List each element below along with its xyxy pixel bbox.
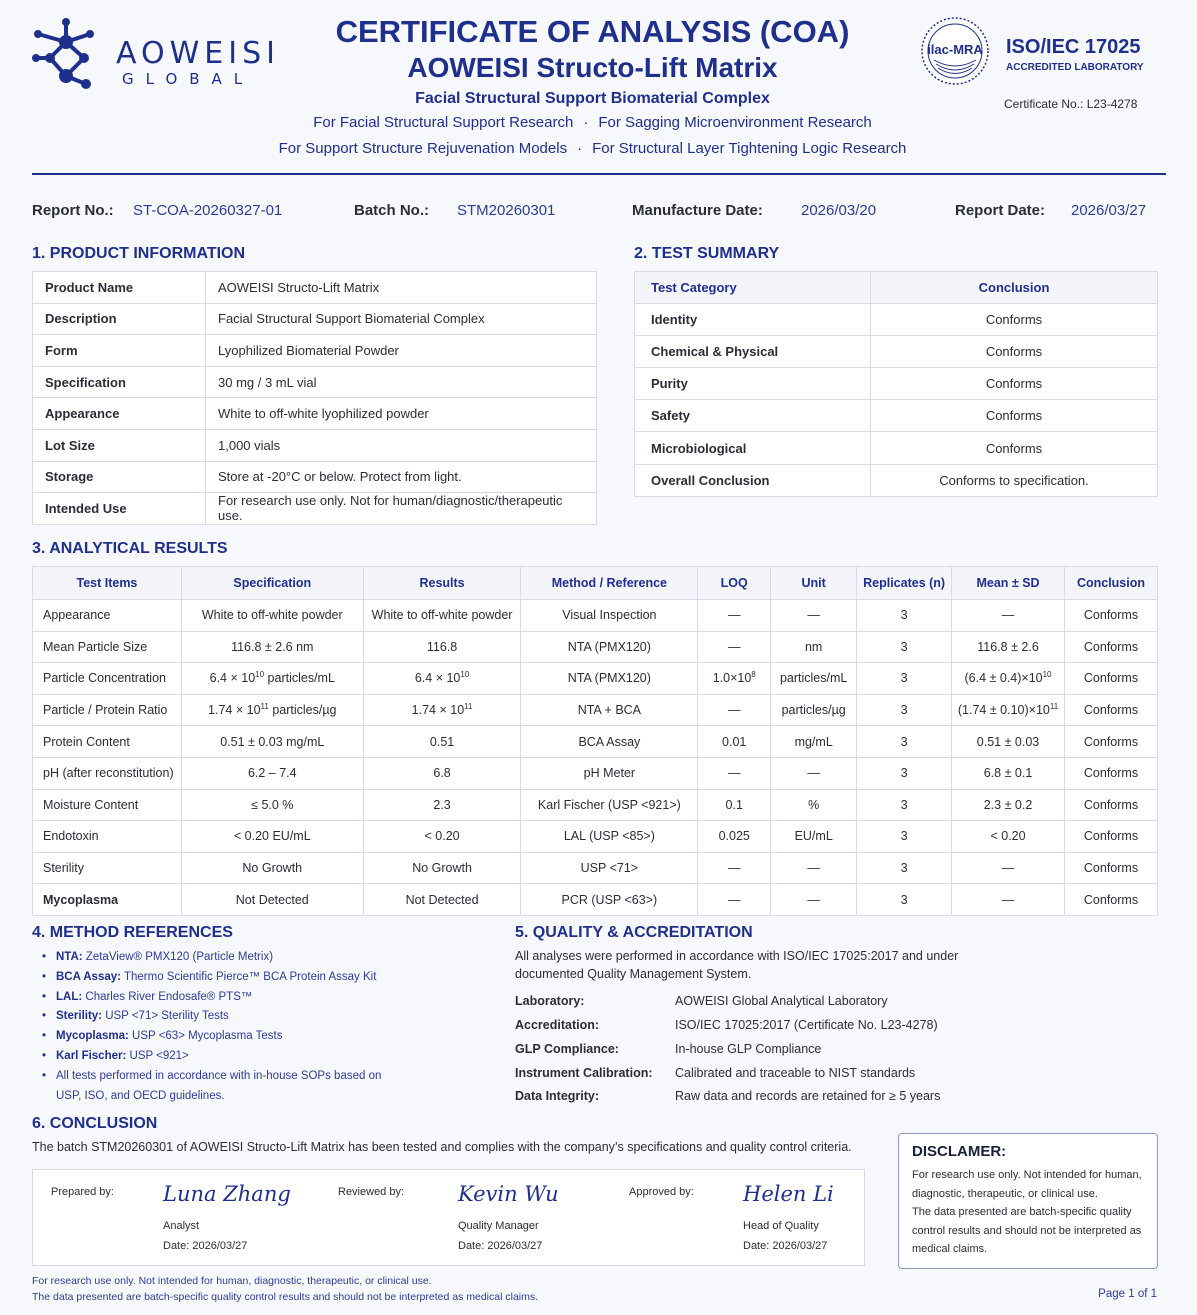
field-label: Appearance xyxy=(33,398,206,430)
column-header: Results xyxy=(363,567,521,600)
quality-row-label: Laboratory: xyxy=(515,994,585,1008)
analytical-results-table xyxy=(32,566,1158,916)
cell-mean: 6.8 ± 0.1 xyxy=(952,757,1065,789)
document-title: CERTIFICATE OF ANALYSIS (COA) xyxy=(335,14,850,49)
cell-concl: Conforms xyxy=(1064,757,1157,789)
disclaimer-text: For research use only. Not intended for human, diagnostic, therapeutic, or clinical use. xyxy=(912,1169,1142,1200)
cell-mean: $(1.74 \pm 0.10)\times 10^{11}$ xyxy=(952,694,1065,726)
cell-unit: — xyxy=(771,852,857,884)
cell-unit: mg/mL xyxy=(771,726,857,758)
quality-row-label: Accreditation: xyxy=(515,1018,600,1032)
cell-mean: — xyxy=(952,600,1065,632)
cell-unit: — xyxy=(771,600,857,632)
table-row xyxy=(33,884,1158,916)
cell-concl: Conforms xyxy=(1064,821,1157,853)
table-row xyxy=(33,461,597,493)
report-no-label: Report No.: xyxy=(32,202,114,219)
cell-item: Particle / Protein Ratio xyxy=(33,694,182,726)
manufacture-date-label: Manufacture Date: xyxy=(632,202,763,219)
table-row xyxy=(33,789,1158,821)
cell-method: BCA Assay xyxy=(521,726,698,758)
cell-method: LAL (USP <85>) xyxy=(521,821,698,853)
cell-n: 3 xyxy=(857,726,952,758)
test-category: Safety xyxy=(635,400,871,432)
signature-label: Reviewed by: xyxy=(338,1186,405,1198)
iso-accredited-label: ACCREDITED LABORATORY xyxy=(1006,62,1144,73)
table-row xyxy=(33,821,1158,853)
field-value: 1,000 vials xyxy=(206,429,597,461)
test-conclusion: Conforms xyxy=(871,400,1158,432)
cell-spec: 0.51 ± 0.03 mg/mL xyxy=(181,726,363,758)
logo-subtitle: GLOBAL xyxy=(122,70,255,88)
research-tag: For Support Structure Rejuvenation Models xyxy=(278,140,568,157)
cell-loq: — xyxy=(698,600,771,632)
cell-n: 3 xyxy=(857,852,952,884)
cell-spec: White to off-white powder xyxy=(181,600,363,632)
cell-n: 3 xyxy=(857,694,952,726)
cell-n: 3 xyxy=(857,631,952,663)
signatory-role: Quality Manager xyxy=(458,1220,539,1232)
list-item: • LAL: Charles River Endosafe® PTS™ xyxy=(42,988,402,1008)
quality-row-value: ISO/IEC 17025:2017 (Certificate No. L23-4278) xyxy=(675,1018,938,1032)
cell-spec: ≤ 5.0 % xyxy=(181,789,363,821)
cell-item: Mycoplasma xyxy=(33,884,182,916)
field-value: 30 mg / 3 mL vial xyxy=(206,366,597,398)
column-header: Mean ± SD xyxy=(952,567,1065,600)
cell-unit: — xyxy=(771,757,857,789)
table-row xyxy=(33,726,1158,758)
report-no-value: ST-COA-20260327-01 xyxy=(133,202,283,219)
batch-no-label: Batch No.: xyxy=(354,202,429,219)
field-value: AOWEISI Structo-Lift Matrix xyxy=(206,272,597,304)
cell-item: Mean Particle Size xyxy=(33,631,182,663)
cell-n: 3 xyxy=(857,600,952,632)
cell-mean: 116.8 ± 2.6 xyxy=(952,631,1065,663)
section-test-summary-heading: 2. TEST SUMMARY xyxy=(634,245,780,262)
iso-standard: ISO/IEC 17025 xyxy=(1006,36,1141,58)
handwritten-signature: Kevin Wu xyxy=(458,1182,559,1206)
signatory-role: Analyst xyxy=(163,1220,200,1232)
table-row xyxy=(635,368,1158,400)
test-conclusion: Conforms xyxy=(871,432,1158,464)
cell-unit: EU/mL xyxy=(771,821,857,853)
table-row xyxy=(33,757,1158,789)
test-category: Purity xyxy=(635,368,871,400)
cell-loq: 0.1 xyxy=(698,789,771,821)
test-category: Chemical & Physical xyxy=(635,336,871,368)
handwritten-signature: Luna Zhang xyxy=(163,1182,291,1206)
cell-spec: No Growth xyxy=(181,852,363,884)
cell-method: NTA (PMX120) xyxy=(521,663,698,695)
cell-method: Visual Inspection xyxy=(521,600,698,632)
product-title: AOWEISI Structo-Lift Matrix xyxy=(407,52,778,83)
cell-method: USP <71> xyxy=(521,852,698,884)
cell-item: pH (after reconstitution) xyxy=(33,757,182,789)
product-information-table xyxy=(32,271,597,525)
table-row xyxy=(33,852,1158,884)
research-tag: For Facial Structural Support Research xyxy=(313,114,574,131)
quality-intro xyxy=(515,947,985,983)
cell-unit: particles/mL xyxy=(771,663,857,695)
cell-res: $1.74 \times 10^{11}$ xyxy=(363,694,521,726)
certificate-number: Certificate No.: L23-4278 xyxy=(1004,97,1138,111)
table-row xyxy=(635,304,1158,336)
cell-loq: 0.01 xyxy=(698,726,771,758)
cell-concl: Conforms xyxy=(1064,694,1157,726)
signature-block xyxy=(32,1169,865,1266)
field-value: White to off-white lyophilized powder xyxy=(206,398,597,430)
quality-intro-line: All analyses were performed in accordance with ISO/IEC 17025:2017 and under xyxy=(515,949,959,963)
cell-spec: $1.74 \times 10^{11}$ particles/µg xyxy=(181,694,363,726)
cell-n: 3 xyxy=(857,663,952,695)
cell-concl: Conforms xyxy=(1064,726,1157,758)
cell-res: 0.51 xyxy=(363,726,521,758)
signature-label: Approved by: xyxy=(629,1186,694,1198)
table-row xyxy=(635,464,1158,496)
cell-method: NTA (PMX120) xyxy=(521,631,698,663)
table-row xyxy=(635,336,1158,368)
cell-method: NTA + BCA xyxy=(521,694,698,726)
column-header: LOQ xyxy=(698,567,771,600)
column-header: Test Items xyxy=(33,567,182,600)
field-value: For research use only. Not for human/diagnostic/therapeutic use. xyxy=(206,493,597,525)
cell-method: PCR (USP <63>) xyxy=(521,884,698,916)
cell-item: Protein Content xyxy=(33,726,182,758)
column-header: Replicates (n) xyxy=(857,567,952,600)
tag-separator: · xyxy=(583,114,589,131)
table-row xyxy=(33,600,1158,632)
table-row xyxy=(33,272,597,304)
field-label: Description xyxy=(33,303,206,335)
cell-concl: Conforms xyxy=(1064,884,1157,916)
cell-unit: nm xyxy=(771,631,857,663)
cell-res: < 0.20 xyxy=(363,821,521,853)
report-date-value: 2026/03/27 xyxy=(1071,202,1147,219)
list-item-continuation: USP, ISO, and OECD guidelines. xyxy=(56,1089,225,1102)
cell-loq: — xyxy=(698,694,771,726)
accreditation-badge xyxy=(918,16,1178,116)
test-conclusion: Conforms xyxy=(871,304,1158,336)
cell-res: 116.8 xyxy=(363,631,521,663)
cell-item: Appearance xyxy=(33,600,182,632)
research-tags-row-2 xyxy=(240,136,945,162)
cell-spec: Not Detected xyxy=(181,884,363,916)
list-item: • Sterility: USP <71> Sterility Tests xyxy=(42,1007,402,1027)
cell-loq: — xyxy=(698,852,771,884)
cell-n: 3 xyxy=(857,884,952,916)
signature-prepared xyxy=(51,1170,341,1267)
product-subtitle: Facial Structural Support Biomaterial Complex xyxy=(415,90,770,107)
field-label: Intended Use xyxy=(33,493,206,525)
column-header: Unit xyxy=(771,567,857,600)
cell-mean: — xyxy=(952,884,1065,916)
page-number: Page 1 of 1 xyxy=(1098,1288,1157,1300)
signature-approved xyxy=(629,1170,859,1267)
column-header: Method / Reference xyxy=(521,567,698,600)
table-row xyxy=(635,432,1158,464)
signature-label: Prepared by: xyxy=(51,1186,114,1198)
quality-intro-line: documented Quality Management System. xyxy=(515,967,752,981)
cell-item: Particle Concentration xyxy=(33,663,182,695)
field-label: Storage xyxy=(33,461,206,493)
batch-no-value: STM20260301 xyxy=(457,202,556,219)
research-tag: For Sagging Microenvironment Research xyxy=(598,114,872,131)
cell-unit: % xyxy=(771,789,857,821)
quality-row-label: Instrument Calibration: xyxy=(515,1066,653,1080)
section-method-references-heading: 4. METHOD REFERENCES xyxy=(32,924,233,941)
field-label: Product Name xyxy=(33,272,206,304)
list-item: • Mycoplasma: USP <63> Mycoplasma Tests xyxy=(42,1027,402,1047)
cell-method: pH Meter xyxy=(521,757,698,789)
cell-mean: 0.51 ± 0.03 xyxy=(952,726,1065,758)
quality-row-value: Calibrated and traceable to NIST standards xyxy=(675,1066,916,1080)
quality-row-label: Data Integrity: xyxy=(515,1089,600,1103)
table-row xyxy=(33,631,1158,663)
handwritten-signature: Helen Li xyxy=(743,1182,834,1206)
quality-row-value: AOWEISI Global Analytical Laboratory xyxy=(675,994,888,1008)
molecule-logo-icon xyxy=(28,14,108,94)
cell-mean: $(6.4 \pm 0.4)\times 10^{10}$ xyxy=(952,663,1065,695)
table-row xyxy=(33,335,597,367)
signature-date: Date: 2026/03/27 xyxy=(458,1240,543,1252)
field-label: Lot Size xyxy=(33,429,206,461)
column-header: Conclusion xyxy=(1064,567,1157,600)
test-category: Identity xyxy=(635,304,871,336)
section-product-information-heading: 1. PRODUCT INFORMATION xyxy=(32,245,246,262)
cell-mean: < 0.20 xyxy=(952,821,1065,853)
document-title-block xyxy=(240,14,945,162)
cell-mean: 2.3 ± 0.2 xyxy=(952,789,1065,821)
list-item: • BCA Assay: Thermo Scientific Pierce™ BCA Protein Assay Kit xyxy=(42,968,402,988)
footer-line: The data presented are batch-specific quality control results and should not be interpreted as medical claims. xyxy=(32,1291,539,1303)
table-row xyxy=(635,400,1158,432)
test-conclusion: Conforms xyxy=(871,368,1158,400)
section-analytical-results-heading: 3. ANALYTICAL RESULTS xyxy=(32,540,228,557)
cell-loq: $1.0\times 10^8$ xyxy=(698,663,771,695)
header-divider xyxy=(32,173,1166,175)
column-header: Specification xyxy=(181,567,363,600)
cell-concl: Conforms xyxy=(1064,852,1157,884)
disclaimer-heading: DISCLAMER: xyxy=(912,1143,1007,1160)
signature-reviewed xyxy=(338,1170,628,1267)
cell-unit: — xyxy=(771,884,857,916)
table-row xyxy=(33,303,597,335)
cell-res: 6.8 xyxy=(363,757,521,789)
cell-item: Sterility xyxy=(33,852,182,884)
logo-wordmark: AOWEISI xyxy=(116,36,280,71)
cell-concl: Conforms xyxy=(1064,663,1157,695)
test-conclusion: Conforms to specification. xyxy=(871,464,1158,496)
signature-date: Date: 2026/03/27 xyxy=(163,1240,248,1252)
table-row xyxy=(33,366,597,398)
signatory-role: Head of Quality xyxy=(743,1220,819,1232)
manufacture-date-value: 2026/03/20 xyxy=(801,202,877,219)
cell-spec: 6.2 – 7.4 xyxy=(181,757,363,789)
cell-concl: Conforms xyxy=(1064,789,1157,821)
table-row xyxy=(33,663,1158,695)
report-date-label: Report Date: xyxy=(955,202,1046,219)
cell-loq: — xyxy=(698,884,771,916)
section-quality-accreditation-heading: 5. QUALITY & ACCREDITATION xyxy=(515,924,753,941)
cell-unit: particles/µg xyxy=(771,694,857,726)
cell-n: 3 xyxy=(857,821,952,853)
cell-n: 3 xyxy=(857,789,952,821)
test-summary-table xyxy=(634,271,1158,497)
cell-loq: — xyxy=(698,757,771,789)
cell-spec: $6.4 \times 10^{10}$ particles/mL xyxy=(181,663,363,695)
table-row xyxy=(33,429,597,461)
ilac-mra-text: ilac-MRA xyxy=(927,42,983,57)
field-value: Store at -20°C or below. Protect from light. xyxy=(206,461,597,493)
footer-notice xyxy=(32,1273,538,1305)
cell-res: White to off-white powder xyxy=(363,600,521,632)
column-header: Test Category xyxy=(635,272,871,304)
table-row xyxy=(33,493,597,525)
conclusion-text: The batch STM20260301 of AOWEISI Structo-Lift Matrix has been tested and complies with the company’s specifications and quality control criteria. xyxy=(32,1140,852,1154)
cell-concl: Conforms xyxy=(1064,631,1157,663)
cell-loq: — xyxy=(698,631,771,663)
footer-line: For research use only. Not intended for human, diagnostic, therapeutic, or clinical use. xyxy=(32,1275,432,1287)
field-label: Form xyxy=(33,335,206,367)
list-item: • NTA: ZetaView® PMX120 (Particle Metrix) xyxy=(42,948,402,968)
field-value: Facial Structural Support Biomaterial Complex xyxy=(206,303,597,335)
cell-concl: Conforms xyxy=(1064,600,1157,632)
cell-res: No Growth xyxy=(363,852,521,884)
test-conclusion: Conforms xyxy=(871,336,1158,368)
table-row xyxy=(33,694,1158,726)
cell-spec: < 0.20 EU/mL xyxy=(181,821,363,853)
table-row xyxy=(33,398,597,430)
tag-separator: · xyxy=(577,140,583,157)
column-header: Conclusion xyxy=(871,272,1158,304)
research-tag: For Structural Layer Tightening Logic Research xyxy=(592,140,907,157)
research-tags-row-1 xyxy=(240,110,945,136)
field-value: Lyophilized Biomaterial Powder xyxy=(206,335,597,367)
section-conclusion-heading: 6. CONCLUSION xyxy=(32,1115,158,1132)
disclaimer-text: The data presented are batch-specific quality control results and should not be interpreted as medical claims. xyxy=(912,1206,1142,1255)
ilac-mra-seal-icon xyxy=(920,16,990,86)
cell-item: Endotoxin xyxy=(33,821,182,853)
list-item: • Karl Fischer: USP <921> xyxy=(42,1047,402,1067)
cell-n: 3 xyxy=(857,757,952,789)
quality-row-label: GLP Compliance: xyxy=(515,1042,619,1056)
list-item: • All tests performed in accordance with in-house SOPs based on xyxy=(42,1067,402,1087)
quality-row-value: Raw data and records are retained for ≥ 5 years xyxy=(675,1089,941,1103)
method-references-list xyxy=(42,948,402,1106)
cell-spec: 116.8 ± 2.6 nm xyxy=(181,631,363,663)
test-category: Microbiological xyxy=(635,432,871,464)
cell-item: Moisture Content xyxy=(33,789,182,821)
cell-method: Karl Fischer (USP <921>) xyxy=(521,789,698,821)
cell-res: 2.3 xyxy=(363,789,521,821)
cell-res: Not Detected xyxy=(363,884,521,916)
disclaimer-box xyxy=(898,1133,1158,1269)
field-label: Specification xyxy=(33,366,206,398)
quality-row-value: In-house GLP Compliance xyxy=(675,1042,822,1056)
cell-res: $6.4 \times 10^{10}$ xyxy=(363,663,521,695)
signature-date: Date: 2026/03/27 xyxy=(743,1240,828,1252)
cell-mean: — xyxy=(952,852,1065,884)
test-category: Overall Conclusion xyxy=(635,464,871,496)
cell-loq: 0.025 xyxy=(698,821,771,853)
